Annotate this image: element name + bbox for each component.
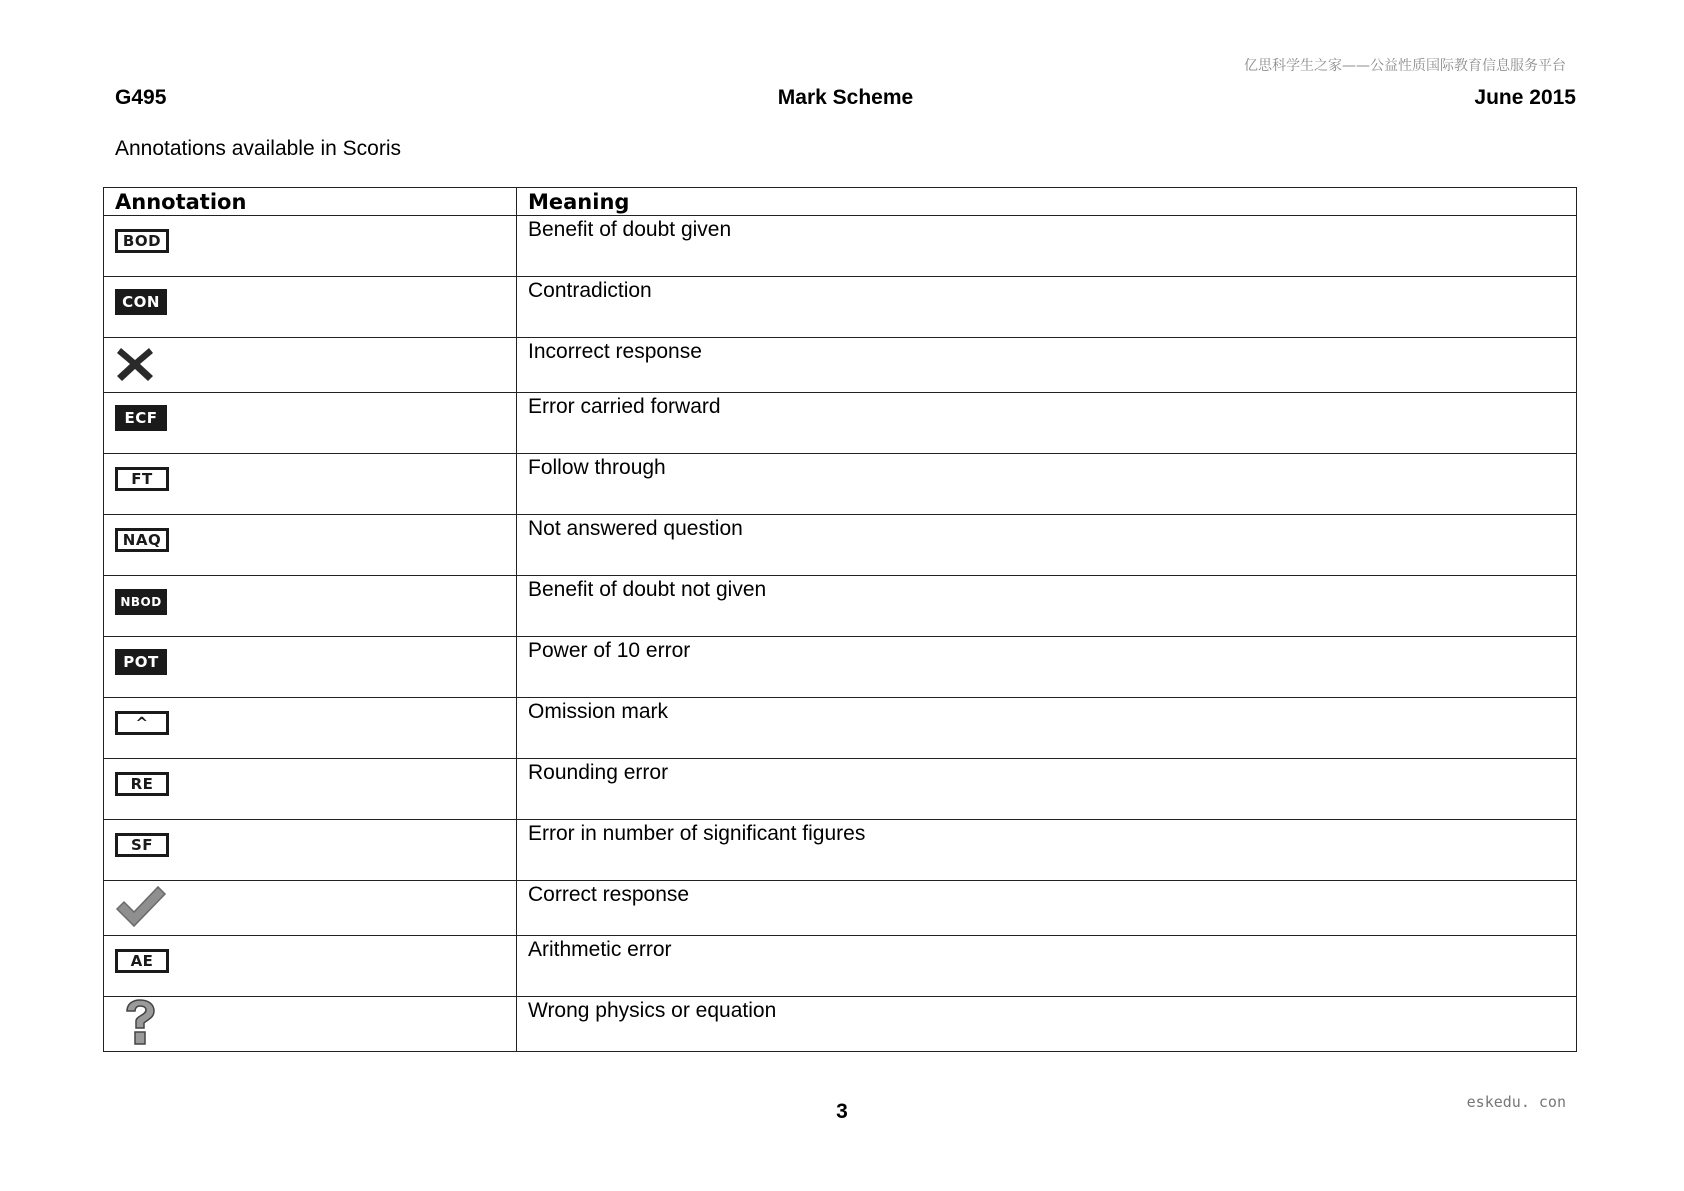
naq-stamp-icon: NAQ [115, 528, 169, 552]
bottom-watermark: eskedu. con [1466, 1093, 1566, 1111]
meaning-cell: Power of 10 error [517, 637, 1577, 698]
pot-stamp-icon: POT [115, 649, 167, 675]
ae-stamp-icon: AE [115, 949, 169, 973]
meaning-cell: Not answered question [517, 515, 1577, 576]
table-row [104, 997, 1577, 1052]
table-header-row [104, 188, 1577, 216]
re-stamp-icon: RE [115, 772, 169, 796]
annotation-column-header: Annotation [104, 188, 517, 216]
table-row [104, 576, 1577, 637]
table-row [104, 277, 1577, 338]
bod-stamp-icon: BOD [115, 229, 169, 253]
nbod-stamp-icon: NBOD [115, 589, 167, 615]
meaning-cell: Error in number of significant figures [517, 820, 1577, 881]
table-row [104, 515, 1577, 576]
page-header [115, 86, 1576, 114]
paper-code: G495 [115, 86, 167, 109]
meaning-cell: Benefit of doubt not given [517, 576, 1577, 637]
meaning-cell: Omission mark [517, 698, 1577, 759]
page-number: 3 [836, 1100, 848, 1123]
tick-icon [115, 885, 167, 929]
table-row [104, 637, 1577, 698]
table-row [104, 698, 1577, 759]
table-row [104, 936, 1577, 997]
table-row [104, 820, 1577, 881]
meaning-cell: Error carried forward [517, 393, 1577, 454]
omission-caret-icon: ^ [115, 711, 169, 735]
meaning-cell: Benefit of doubt given [517, 216, 1577, 277]
top-watermark: 亿思科学生之家——公益性质国际教育信息服务平台 [1244, 58, 1566, 74]
meaning-cell: Follow through [517, 454, 1577, 515]
question-mark-icon [122, 999, 158, 1045]
table-row [104, 338, 1577, 393]
ft-stamp-icon: FT [115, 467, 169, 491]
ecf-stamp-icon: ECF [115, 405, 167, 431]
table-row [104, 454, 1577, 515]
table-row [104, 393, 1577, 454]
sf-stamp-icon: SF [115, 833, 169, 857]
table-row [104, 881, 1577, 936]
meaning-cell: Wrong physics or equation [517, 997, 1577, 1052]
meaning-cell: Rounding error [517, 759, 1577, 820]
meaning-column-header: Meaning [517, 188, 1577, 216]
document-title: Mark Scheme [777, 86, 914, 109]
annotations-table [103, 187, 1577, 1052]
meaning-cell: Arithmetic error [517, 936, 1577, 997]
table-row [104, 216, 1577, 277]
meaning-cell: Contradiction [517, 277, 1577, 338]
meaning-cell: Incorrect response [517, 338, 1577, 393]
con-stamp-icon: CON [115, 289, 167, 315]
table-row [104, 759, 1577, 820]
meaning-cell: Correct response [517, 881, 1577, 936]
exam-date: June 2015 [1474, 86, 1576, 109]
cross-icon [115, 344, 155, 384]
intro-text: Annotations available in Scoris [115, 137, 402, 160]
